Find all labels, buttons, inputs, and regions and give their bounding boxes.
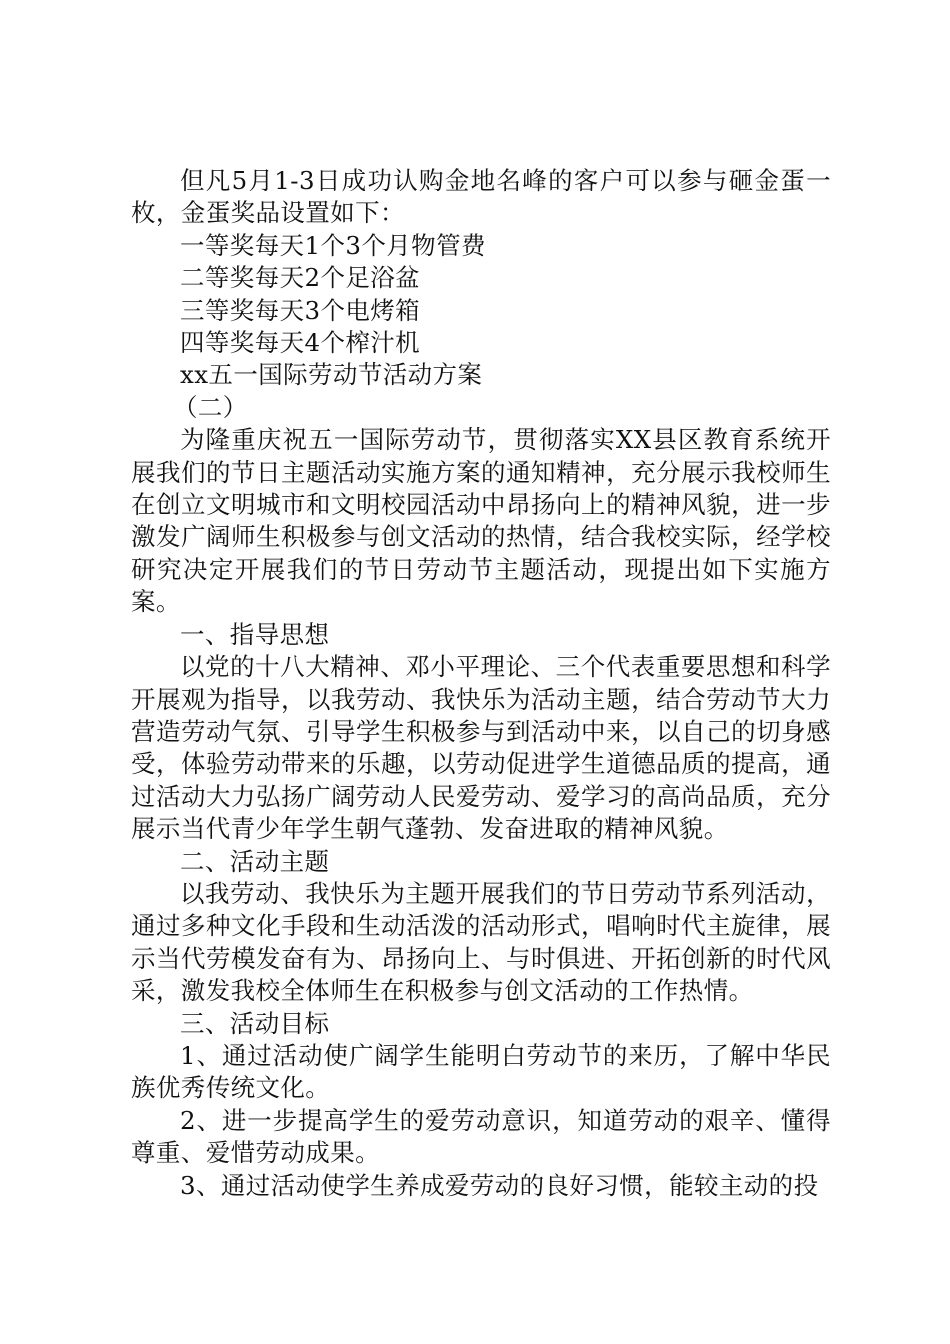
prize-second: 二等奖每天2个足浴盆 (180, 263, 421, 293)
goal-item-3: 3、通过活动使学生养成爱劳动的良好习惯，能较主动的投 (180, 1170, 819, 1200)
plan-subtitle: （二） (173, 392, 248, 422)
heading-activity-goals: 三、活动目标 (180, 1008, 330, 1038)
heading-guiding-thought: 一、指导思想 (180, 619, 330, 649)
paragraph-activity-theme: 以我劳动、我快乐为主题开展我们的节日劳动节系列活动，通过多种文化手段和生动活泼的活动形式，唱响时代主旋律，展示当代劳模发奋有为、昂扬向上、与时俱进、开拓创新的时代风采，激发我校全体师生在积极参与创文活动的工作热情。 (131, 878, 831, 1006)
goal-item-1: 1、通过活动使广阔学生能明白劳动节的来历，了解中华民族优秀传统文化。 (131, 1040, 831, 1103)
document-body (131, 165, 831, 1202)
prize-fourth: 四等奖每天4个榨汁机 (180, 328, 421, 358)
goal-item-2: 2、进一步提高学生的爱劳动意识，知道劳动的艰辛、懂得尊重、爱惜劳动成果。 (131, 1105, 831, 1168)
prize-first: 一等奖每天1个3个月物管费 (180, 230, 486, 260)
heading-activity-theme: 二、活动主题 (180, 846, 330, 876)
paragraph-purpose: 为隆重庆祝五一国际劳动节，贯彻落实XX县区教育系统开展我们的节日主题活动实施方案的通知精神，充分展示我校师生在创立文明城市和文明校园活动中昂扬向上的精神风貌，进一步激发广阔师生积极参与创文活动的热情，结合我校实际，经学校研究决定开展我们的节日劳动节主题活动，现提出如下实施方案。 (131, 425, 831, 617)
paragraph-egg-intro: 但凡5月1-3日成功认购金地名峰的客户可以参与砸金蛋一枚，金蛋奖品设置如下： (131, 166, 831, 228)
prize-third: 三等奖每天3个电烤箱 (180, 295, 421, 325)
paragraph-guiding-thought: 以党的十八大精神、邓小平理论、三个代表重要思想和科学开展观为指导，以我劳动、我快乐为活动主题，结合劳动节大力营造劳动气氛、引导学生积极参与到活动中来，以自己的切身感受，体验劳动带来的乐趣，以劳动促进学生道德品质的提高，通过活动大力弘扬广阔劳动人民爱劳动、爱学习的高尚品质，充分展示当代青少年学生朝气蓬勃、发奋进取的精神风貌。 (131, 652, 831, 844)
plan-title: xx五一国际劳动节活动方案 (180, 360, 483, 390)
